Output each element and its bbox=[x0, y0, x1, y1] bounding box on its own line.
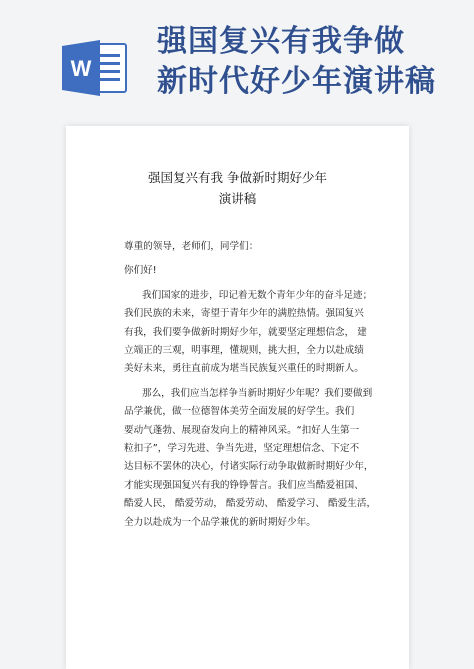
paragraph-line: 我们国家的进步，印记着无数个青年少年的奋斗足迹； bbox=[142, 289, 373, 301]
header-banner bbox=[0, 0, 474, 118]
paragraph-line: 达目标不罢休的决心，付诸实际行动争取做新时期好少年， bbox=[124, 461, 374, 473]
document-title-line2: 演讲稿 bbox=[218, 191, 257, 206]
page-title-line1: 强国复兴有我争做 bbox=[157, 24, 405, 59]
paragraph-line: 美好未来，勇往直前成为堪当民族复兴重任的时期新人。 bbox=[124, 363, 364, 375]
logo-letter: W bbox=[70, 56, 92, 81]
document-page bbox=[66, 126, 409, 669]
page-title-line2: 新时代好少年演讲稿 bbox=[157, 64, 436, 99]
document-body bbox=[124, 238, 386, 532]
paragraph-line: 全力以赴成为一个品学兼优的新时期好少年。 bbox=[124, 516, 316, 528]
paragraph-line: 才能实现强国复兴有我的铮铮誓言。我们应当酷爱祖国、 bbox=[124, 479, 364, 491]
paragraph-line: 粒扣子”，学习先进、争当先进，坚定理想信念、下定不 bbox=[124, 443, 360, 455]
greeting: 尊重的领导，老师们，同学们： bbox=[124, 241, 259, 252]
paragraph-line: 要动气蓬勃、展现奋发向上的精神风采。“扣好人生第一 bbox=[124, 424, 360, 436]
paragraph-line: 有我，我们要争做新时期好少年，就要坚定理想信念， 建 bbox=[124, 326, 367, 338]
paragraph-line: 酷爱人民， 酷爱劳动， 酷爱劳动、 酷爱学习、 酷爱生活， bbox=[124, 498, 377, 510]
paragraph-line: 品学兼优，做一位德智体美劳全面发展的好学生。我们 bbox=[124, 406, 355, 418]
microsoft-word-icon bbox=[60, 38, 130, 98]
paragraph-line: 我们民族的未来，寄望于青年少年的满腔热情。强国复兴 bbox=[124, 308, 364, 320]
paragraph-line: 立端正的三观，明事理，懂规则，挑大担，全力以赴成绩 bbox=[124, 345, 364, 357]
hello-line: 你们好! bbox=[124, 265, 157, 277]
document-title bbox=[66, 167, 409, 209]
page-title bbox=[157, 22, 467, 102]
paragraph-line: 那么，我们应当怎样争当新时期好少年呢？我们要做到 bbox=[142, 387, 373, 399]
document-title-line1: 强国复兴有我 争做新时期好少年 bbox=[148, 170, 327, 185]
